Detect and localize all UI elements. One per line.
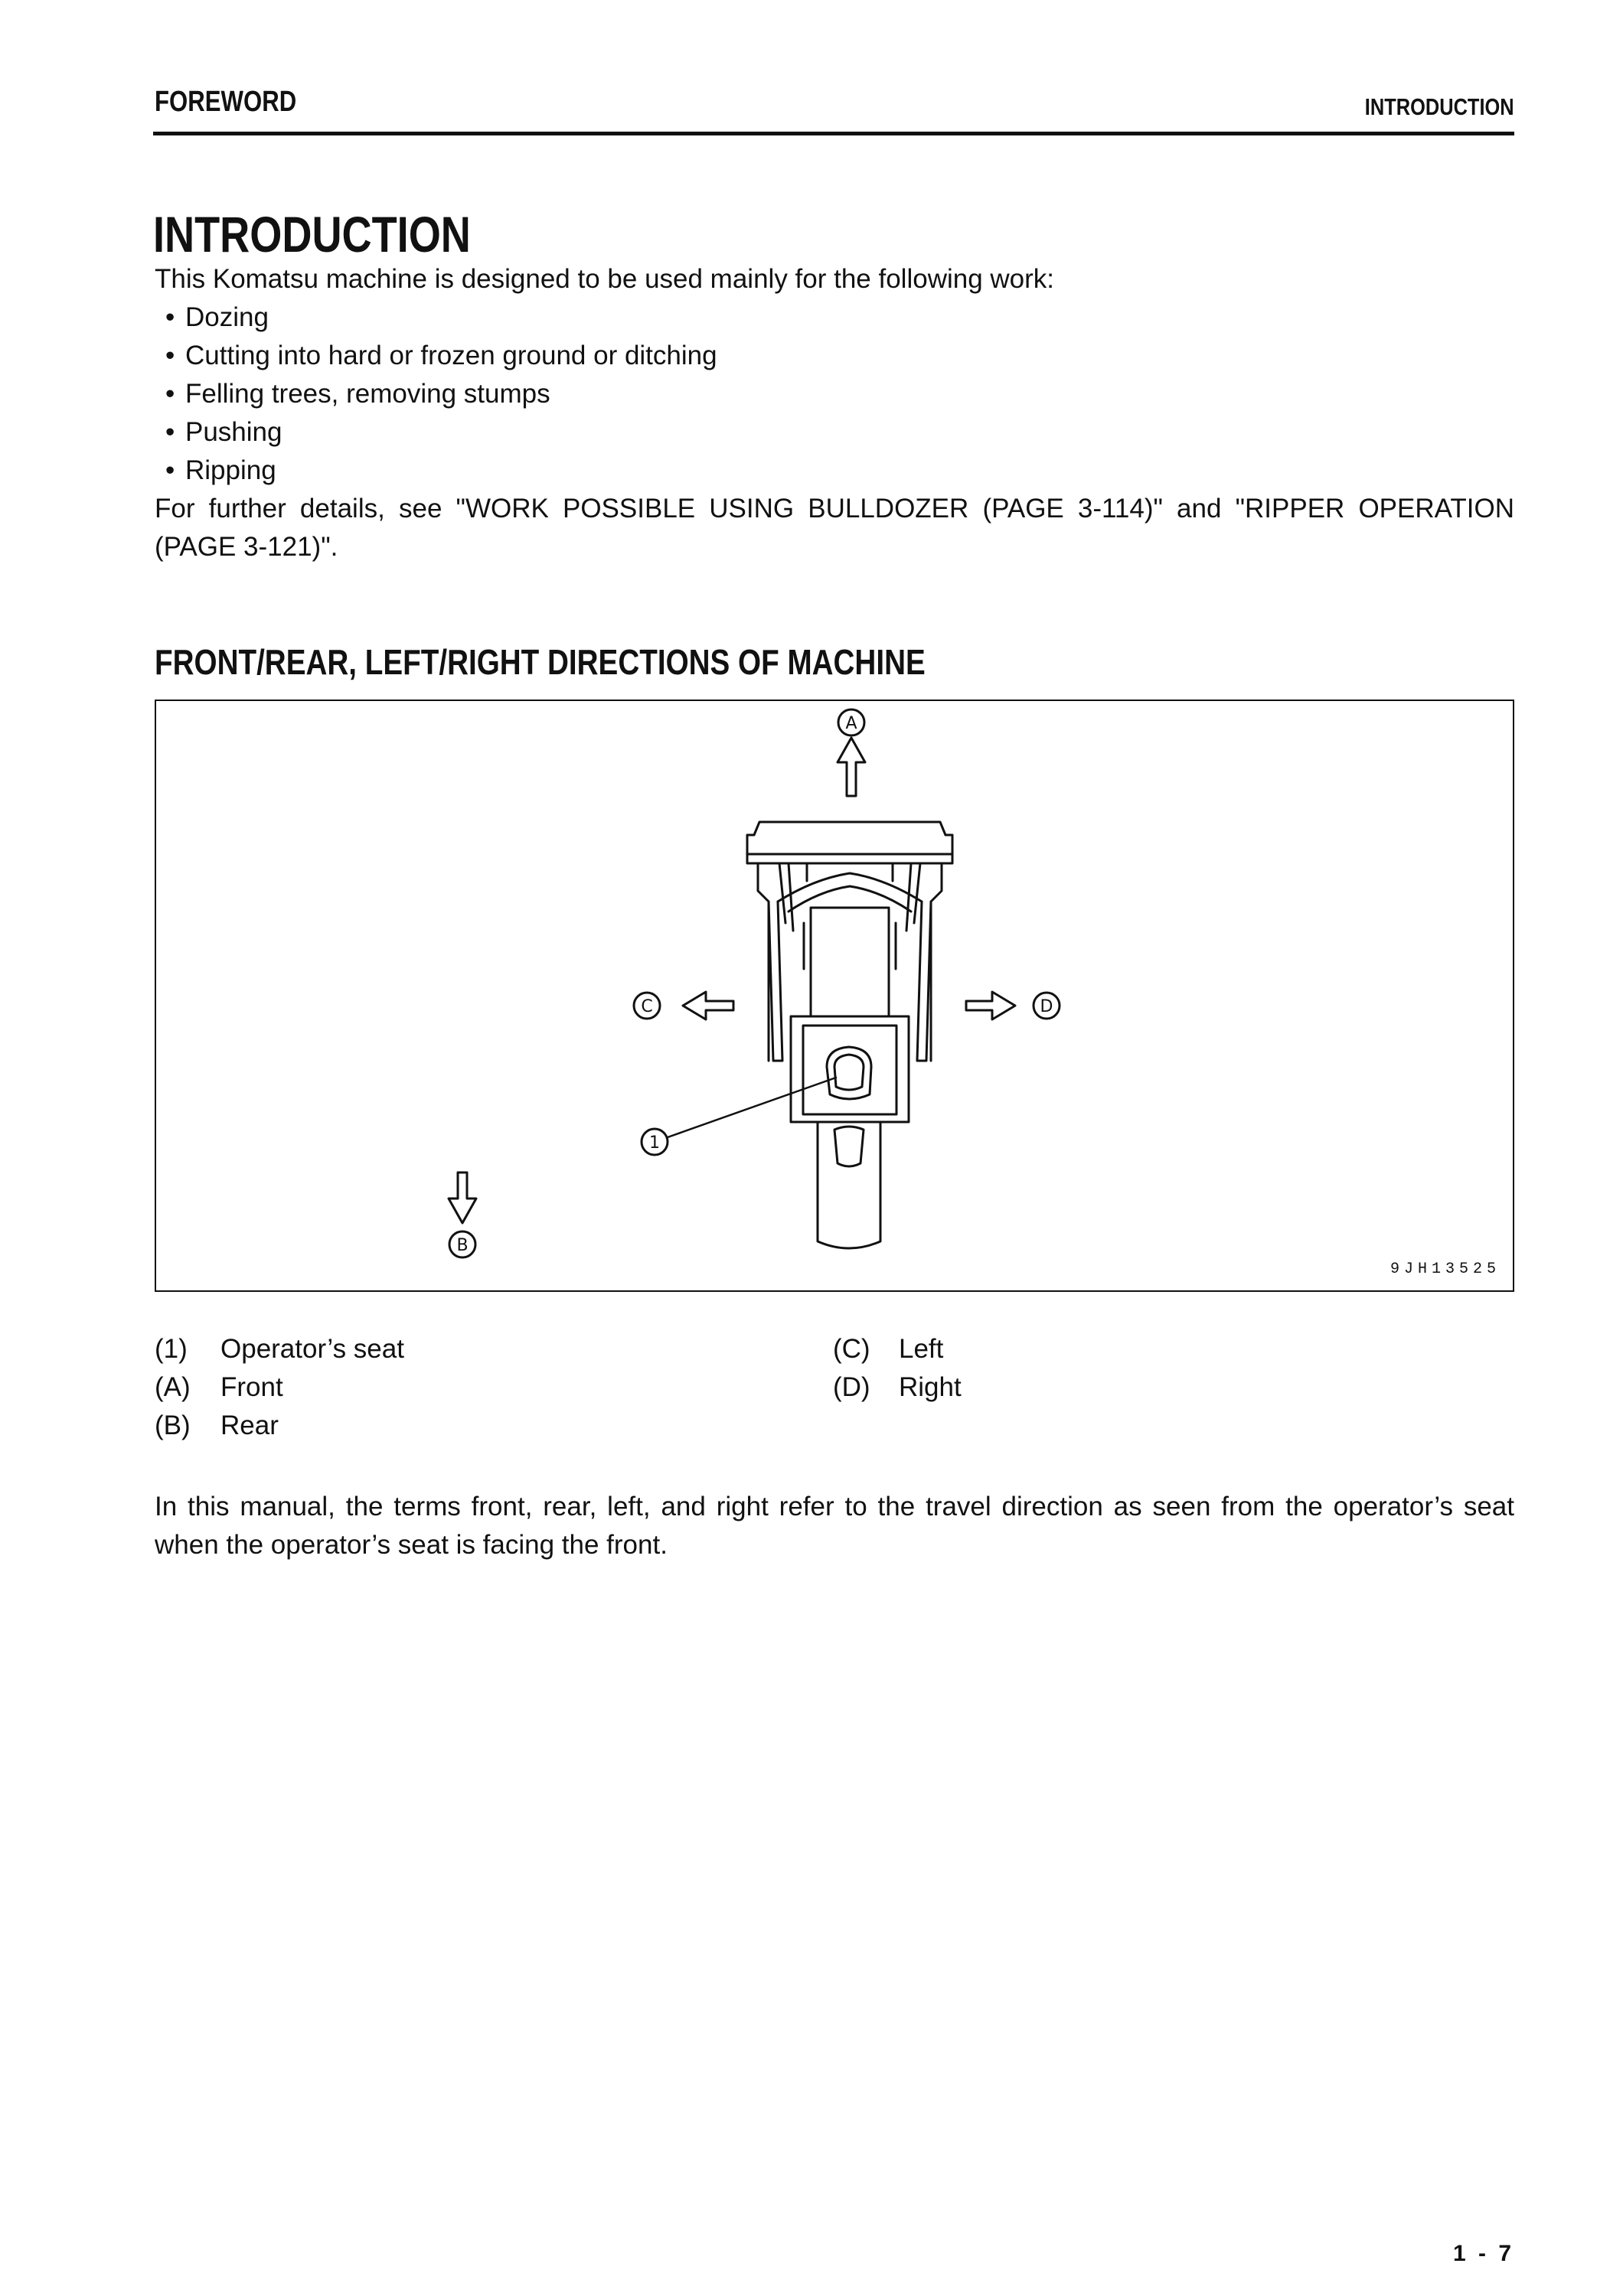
legend-item: [833, 1368, 962, 1407]
right-arrow-icon: [966, 992, 1015, 1019]
callout-a-marker: [838, 709, 864, 735]
legend-key: (C): [833, 1334, 870, 1364]
figure-legend-right: [833, 1330, 962, 1407]
left-track: [758, 863, 782, 1061]
list-item-text: Dozing: [185, 302, 269, 332]
cab-body: [791, 1016, 909, 1122]
callout-d-label: D: [1040, 997, 1053, 1016]
list-item: [165, 413, 717, 452]
list-item-text: Cutting into hard or frozen ground or ditching: [185, 341, 717, 370]
seat-leader-line: [668, 1078, 836, 1137]
legend-item: [833, 1330, 962, 1368]
page-number: 1 - 7: [1452, 2241, 1514, 2266]
bulldozer-top-view-diagram: [156, 701, 1513, 1290]
section-title: FRONT/REAR, LEFT/RIGHT DIRECTIONS OF MACHINE: [155, 642, 926, 682]
blade-outline: [747, 822, 952, 863]
legend-label: Operator’s seat: [220, 1334, 404, 1364]
list-item: [165, 337, 717, 375]
engine-hood: [811, 908, 889, 1016]
callout-d-marker: [1034, 993, 1060, 1019]
legend-label: Front: [220, 1372, 283, 1402]
figure-legend-left: [155, 1330, 404, 1445]
list-item-text: Ripping: [185, 455, 276, 485]
further-details-text: For further details, see "WORK POSSIBLE USING BULLDOZER (PAGE 3-114)" and "RIPPER OPERATION (PAGE 3-121)".: [155, 494, 1514, 562]
figure-code: 9JH13525: [1390, 1261, 1501, 1278]
running-header-chapter: INTRODUCTION: [1365, 93, 1514, 120]
legend-label: Left: [899, 1334, 944, 1364]
callout-1-label: 1: [649, 1133, 660, 1153]
legend-key: (1): [155, 1334, 188, 1364]
operator-seat-icon: [827, 1047, 871, 1099]
rear-arrow-icon: [449, 1172, 476, 1223]
list-item-text: Pushing: [185, 417, 282, 447]
legend-key: (D): [833, 1372, 870, 1402]
left-arrow-icon: [683, 992, 733, 1019]
legend-item: [155, 1368, 404, 1407]
list-item: [165, 375, 717, 413]
list-item: [165, 298, 717, 337]
callout-c-marker: [634, 993, 660, 1019]
intro-lead-text: This Komatsu machine is designed to be used mainly for the following work:: [155, 264, 1055, 294]
right-track: [917, 863, 942, 1061]
callout-1-marker: [642, 1129, 668, 1155]
running-header-section: FOREWORD: [155, 86, 297, 118]
directions-note-text: In this manual, the terms front, rear, left, and right refer to the travel direction as seen from the operator’s seat when the operator’s seat is facing the front.: [155, 1492, 1514, 1560]
push-arms: [778, 863, 922, 969]
list-item: [165, 452, 717, 490]
list-item-text: Felling trees, removing stumps: [185, 379, 550, 409]
page-title: INTRODUCTION: [153, 206, 471, 263]
legend-label: Right: [899, 1372, 962, 1402]
legend-key: (A): [155, 1372, 191, 1402]
legend-key: (B): [155, 1411, 191, 1440]
legend-label: Rear: [220, 1411, 279, 1440]
callout-c-label: C: [641, 997, 653, 1016]
callout-b-label: B: [456, 1236, 469, 1255]
header-rule: [153, 132, 1514, 135]
machine-directions-figure: [155, 700, 1514, 1292]
callout-a-label: A: [845, 714, 857, 733]
ripper-outline: [818, 1122, 880, 1248]
callout-b-marker: [449, 1231, 475, 1257]
intended-uses-list: [165, 298, 717, 490]
legend-item: [155, 1407, 404, 1445]
legend-item: [155, 1330, 404, 1368]
front-arrow-icon: [838, 738, 865, 796]
